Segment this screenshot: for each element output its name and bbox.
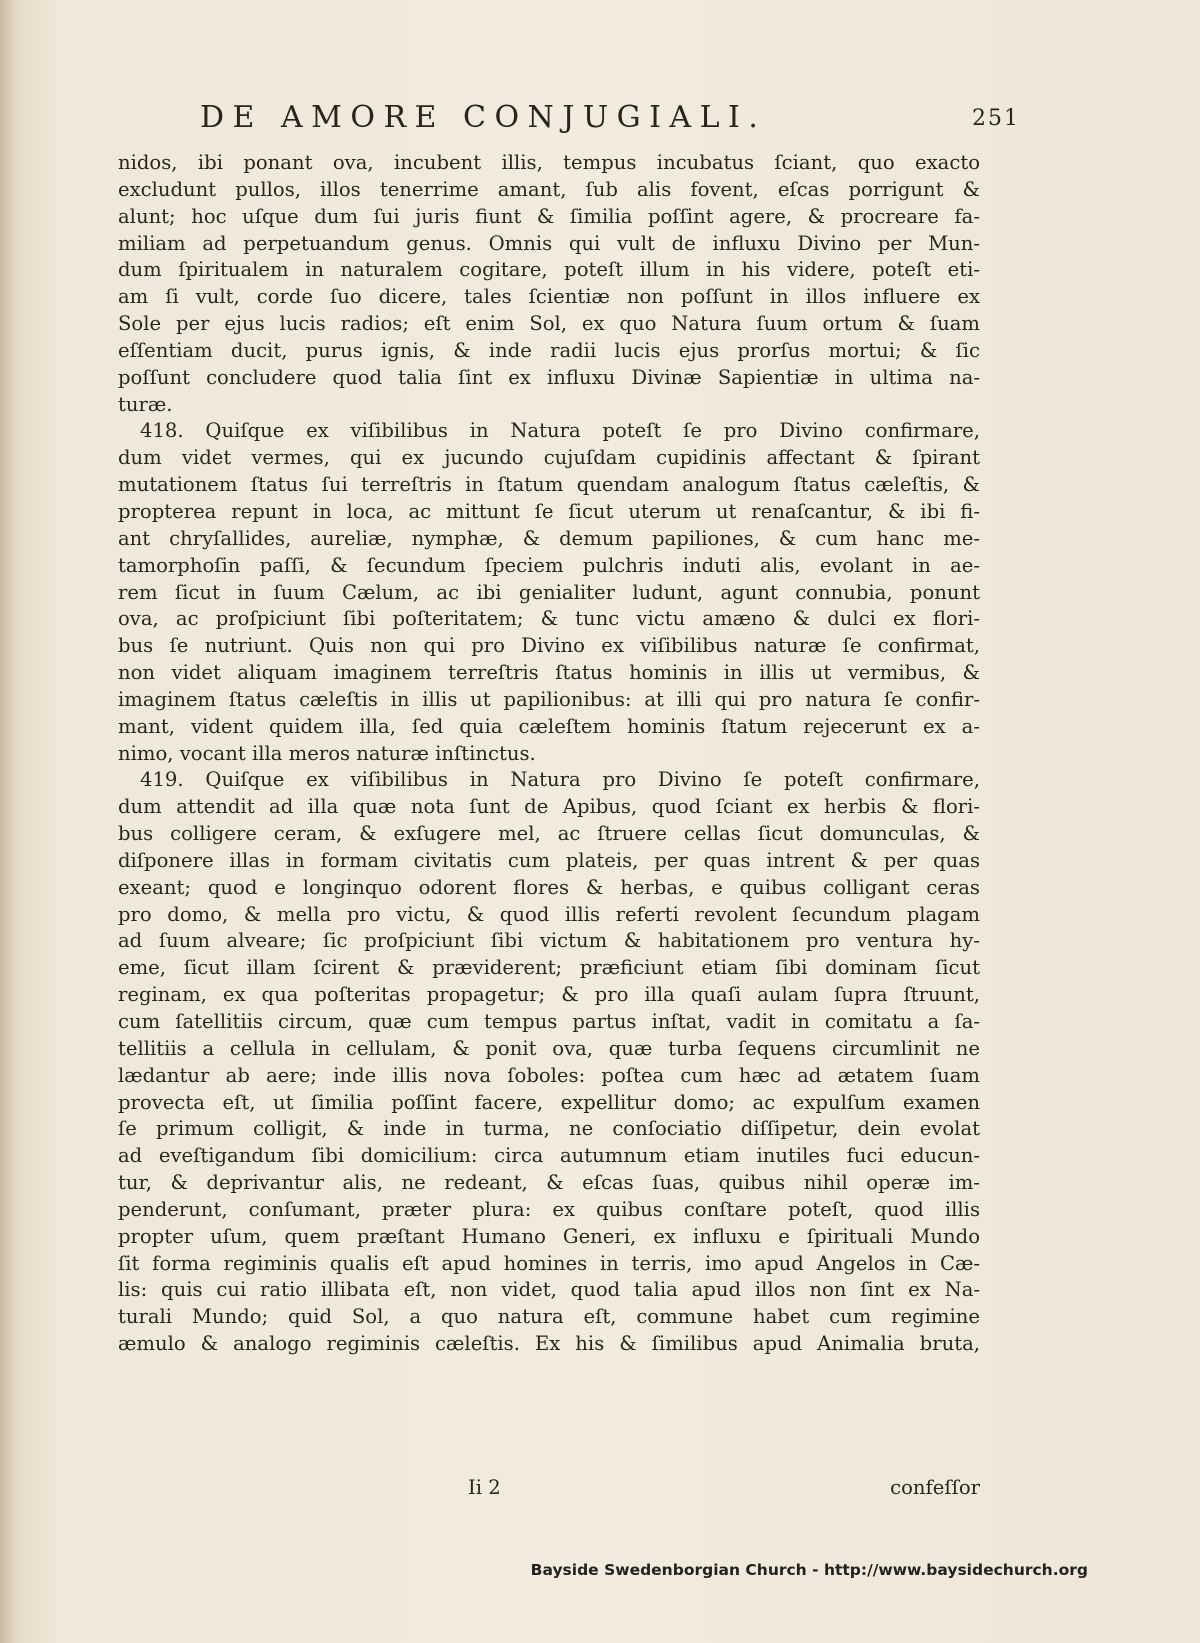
- signature-mark: Ii 2: [468, 1476, 501, 1499]
- text-line: mant, vident quidem illa, ſed quia cæleſtem hominis ſtatum rejecerunt ex a-: [118, 714, 980, 738]
- page-number: 251: [972, 106, 1020, 131]
- source-watermark: Bayside Swedenborgian Church - http://www.baysidechurch.org: [530, 1561, 1088, 1579]
- text-line: mutationem ſtatus ſui terreſtris in ſtatum quendam analogum ſtatus cæleſtis, &: [118, 473, 980, 497]
- text-line: turali Mundo; quid Sol, a quo natura eſt, commune habet cum regimine: [118, 1305, 980, 1329]
- text-line: lædantur ab aere; inde illis nova ſoboles: poſtea cum hæc ad ætatem ſuam: [118, 1063, 980, 1087]
- body-text: [118, 150, 980, 1358]
- running-head: [200, 100, 1020, 148]
- text-line: propterea repunt in loca, ac mittunt ſe ſicut uterum ut renaſcantur, & ibi fi-: [118, 499, 980, 523]
- text-line: propter uſum, quem præſtant Humano Generi, ex influxu e ſpirituali Mundo: [118, 1224, 980, 1248]
- text-line: tur, & deprivantur alis, ne redeant, & eſcas ſuas, quibus nihil operæ im-: [118, 1171, 980, 1195]
- text-line: penderunt, conſumant, præter plura: ex quibus conſtare poteſt, quod illis: [118, 1197, 980, 1221]
- text-line: nidos, ibi ponant ova, incubent illis, tempus incubatus ſciant, quo exacto: [118, 151, 980, 174]
- text-line: bus ſe nutriunt. Quis non qui pro Divino ex viſibilibus naturæ ſe confirmat,: [118, 634, 980, 658]
- text-line: ad eveſtigandum ſibi domicilium: circa autumnum etiam inutiles fuci educun-: [118, 1144, 980, 1168]
- text-line: lis: quis cui ratio illibata eſt, non videt, quod talia apud illos non ſint ex Na-: [118, 1278, 980, 1302]
- text-line: Sole per ejus lucis radios; eſt enim Sol, ex quo Natura ſuum ortum & ſuam: [118, 312, 980, 336]
- catchword: confeſſor: [890, 1476, 980, 1499]
- text-line: ova, ac proſpiciunt ſibi poſteritatem; & tunc victu amæno & dulci ex flori-: [118, 607, 980, 631]
- text-line: am ſi vult, corde ſuo dicere, tales ſcientiæ non poſſunt in illos influere ex: [118, 285, 980, 309]
- text-line: tellitiis a cellula in cellulam, & ponit ova, quæ turba ſequens circumlinit ne: [118, 1036, 980, 1060]
- text-line: ſe primum colligit, & inde in turma, ne conſociatio diſſipetur, dein evolat: [118, 1117, 980, 1141]
- text-line: ſit forma regiminis qualis eſt apud homines in terris, imo apud Angelos in Cæ-: [118, 1251, 980, 1275]
- text-line: excludunt pullos, illos tenerrime amant, ſub alis fovent, eſcas porrigunt &: [118, 177, 980, 201]
- text-line: dum ſpiritualem in naturalem cogitare, poteſt illum in his videre, poteſt eti-: [118, 258, 980, 282]
- text-line: dum videt vermes, qui ex jucundo cujuſdam cupidinis affectant & ſpirant: [118, 446, 980, 470]
- text-line: æmulo & analogo regiminis cæleſtis. Ex his & ſimilibus apud Animalia bruta,: [118, 1332, 980, 1356]
- text-line: 418. Quiſque ex viſibilibus in Natura poteſt ſe pro Divino confirmare,: [140, 419, 980, 443]
- text-line: cum ſatellitiis circum, quæ cum tempus partus inſtat, vadit in comitatu a ſa-: [118, 1010, 980, 1033]
- text-line: exeant; quod e longinquo odorent flores & herbas, e quibus colligant ceras: [118, 875, 980, 899]
- text-line: alunt; hoc uſque dum ſui juris fiunt & ſimilia poſſint agere, & procreare fa-: [118, 204, 980, 228]
- text-line: rem ſicut in ſuum Cælum, ac ibi genialiter ludunt, agunt connubia, ponunt: [118, 580, 980, 604]
- text-line: pro domo, & mella pro victu, & quod illis referti revolent ſecundum plagam: [118, 902, 980, 926]
- text-line: tamorphoſin paſſi, & ſecundum ſpeciem pulchris induti alis, evolant in ae-: [118, 553, 980, 577]
- text-line: poſſunt concludere quod talia ſint ex influxu Divinæ Sapientiæ in ultima na-: [118, 365, 980, 389]
- text-line: turæ.: [118, 392, 173, 416]
- text-line: eme, ſicut illam ſcirent & præviderent; præficiunt etiam ſibi dominam ſicut: [118, 956, 980, 980]
- running-title: DE AMORE CONJUGIALI.: [200, 100, 767, 135]
- text-line: miliam ad perpetuandum genus. Omnis qui vult de influxu Divino per Mun-: [118, 231, 980, 255]
- text-line: non videt aliquam imaginem terreſtris ſtatus hominis in illis ut vermibus, &: [118, 661, 980, 685]
- text-line: dum attendit ad illa quæ nota ſunt de Apibus, quod ſciant ex herbis & flori-: [118, 795, 980, 819]
- text-line: diſponere illas in formam civitatis cum plateis, per quas intrent & per quas: [118, 848, 980, 872]
- page-footer: [118, 1476, 980, 1504]
- text-line: ad ſuum alveare; ſic proſpiciunt ſibi victum & habitationem pro ventura hy-: [118, 929, 980, 953]
- text-line: ant chryſallides, aureliæ, nymphæ, & demum papiliones, & cum hanc me-: [118, 526, 980, 550]
- text-line: reginam, ex qua poſteritas propagetur; & pro illa quaſi aulam ſupra ſtruunt,: [118, 983, 980, 1007]
- text-line: 419. Quiſque ex viſibilibus in Natura pro Divino ſe poteſt confirmare,: [140, 768, 980, 792]
- text-line: provecta eſt, ut ſimilia poſſint facere, expellitur domo; ac expulſum examen: [118, 1090, 980, 1114]
- text-line: nimo, vocant illa meros naturæ inſtinctus.: [118, 741, 536, 765]
- text-line: bus colligere ceram, & exſugere mel, ac ſtruere cellas ſicut domunculas, &: [118, 822, 980, 846]
- text-line: eſſentiam ducit, purus ignis, & inde radii lucis ejus prorſus mortui; & ſic: [118, 338, 980, 362]
- text-line: imaginem ſtatus cæleſtis in illis ut papilionibus: at illi qui pro natura ſe confir-: [118, 687, 980, 711]
